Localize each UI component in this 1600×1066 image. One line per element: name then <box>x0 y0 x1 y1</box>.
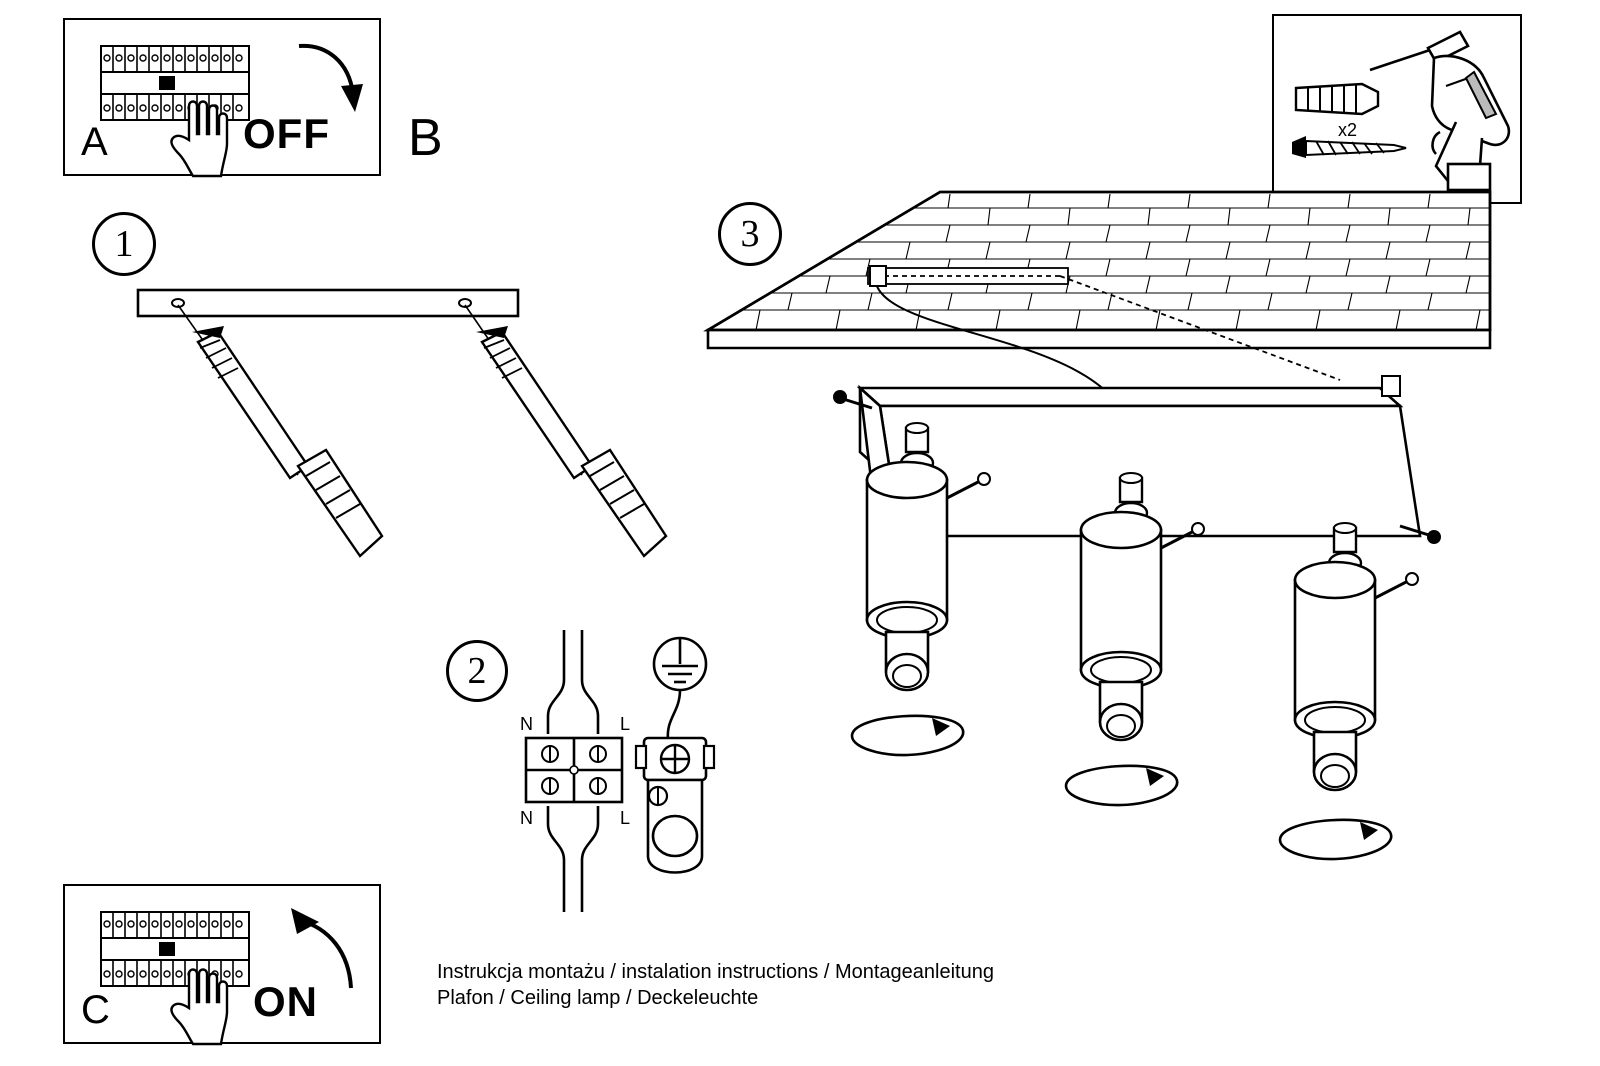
step-2-badge <box>446 640 508 702</box>
spot-light-3 <box>1280 523 1418 859</box>
terminal-block-icon <box>526 738 622 802</box>
rotation-arrow-icon-2 <box>1066 766 1177 805</box>
caption-line-1: Instrukcja montażu / instalation instructions / Montageanleitung <box>437 961 994 983</box>
panel-a-action-label: OFF <box>243 110 330 157</box>
tools-quantity-label: x2 <box>1338 120 1358 140</box>
panel-tools <box>1272 14 1522 204</box>
step-1-label: 1 <box>114 223 134 265</box>
earth-ground-icon <box>654 638 706 690</box>
step-1-diagram <box>120 270 680 590</box>
ceiling-surface-icon <box>708 192 1490 348</box>
screw-icon-right <box>476 326 592 478</box>
wall-plug-icon <box>1292 78 1382 122</box>
mounting-bar-icon <box>138 290 518 316</box>
panel-c-letter: C <box>81 988 110 1032</box>
step-3-diagram <box>700 180 1590 920</box>
terminal-top-left-label: N <box>520 714 533 734</box>
caption-line-2: Plafon / Ceiling lamp / Deckeleuchte <box>437 987 759 1009</box>
panel-c-action-label: ON <box>253 978 318 1025</box>
rotation-arrow-icon-1 <box>852 716 963 755</box>
terminal-bottom-right-label: L <box>620 808 631 828</box>
panel-c <box>63 884 381 1044</box>
letter-b: B <box>408 109 443 167</box>
step-2-label: 2 <box>467 650 487 692</box>
terminal-top-right-label: L <box>620 714 631 734</box>
screw-icon-left <box>192 326 308 478</box>
terminal-bottom-left-label: N <box>520 808 533 828</box>
panel-a <box>63 18 381 176</box>
step-3-label: 3 <box>740 213 760 255</box>
panel-a-letter: A <box>81 120 108 164</box>
rotation-arrow-icon-3 <box>1280 820 1391 859</box>
hand-pointing-icon <box>161 968 251 1046</box>
hand-pointing-icon <box>161 100 251 178</box>
wall-plug-icon-right <box>582 450 666 556</box>
step-1-badge <box>92 212 156 276</box>
wall-plug-icon-left <box>298 450 382 556</box>
